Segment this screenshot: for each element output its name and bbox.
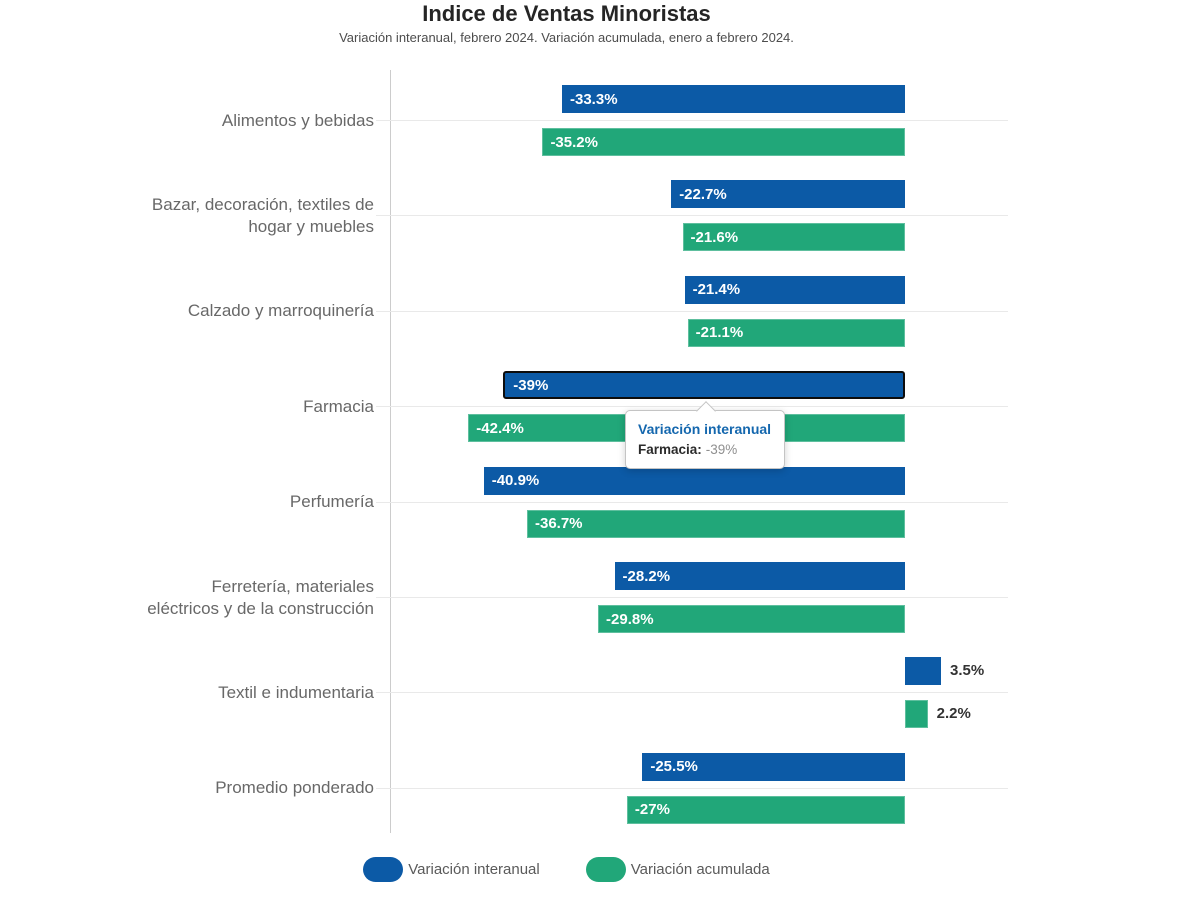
bar-variacion-acumulada[interactable] xyxy=(627,796,905,824)
category-label xyxy=(54,777,374,799)
category-label-line: Ferretería, materiales xyxy=(211,576,374,596)
category-label-line: Calzado y marroquinería xyxy=(187,301,374,321)
category-label xyxy=(54,576,374,620)
bar-variacion-interanual[interactable] xyxy=(671,180,905,208)
category-label-line: Textil e indumentaria xyxy=(218,682,374,702)
chart-subtitle: Variación interanual, febrero 2024. Variación acumulada, enero a febrero 2024. xyxy=(339,30,794,45)
bar-value-label: -29.8% xyxy=(606,610,654,628)
legend xyxy=(0,854,1133,884)
bar-value-label: -22.7% xyxy=(679,185,727,203)
bar-value-label: -21.1% xyxy=(695,324,744,342)
legend-label: Variación interanual xyxy=(408,860,540,878)
legend-item-variacion-interanual[interactable] xyxy=(363,857,539,882)
bar-value-label: -35.2% xyxy=(550,133,598,151)
bar-value-label: -28.2% xyxy=(622,567,671,585)
bar-value-label: -21.6% xyxy=(690,228,739,246)
bar-variacion-interanual[interactable] xyxy=(642,753,905,781)
tooltip xyxy=(625,410,785,469)
category-label-line: Alimentos y bebidas xyxy=(221,110,374,130)
category-label xyxy=(54,194,374,238)
grid-line xyxy=(376,502,1008,503)
tooltip-value-row xyxy=(638,441,772,459)
bar-value-label: 3.5% xyxy=(950,662,985,680)
grid-line xyxy=(376,692,1008,693)
legend-item-variacion-acumulada[interactable] xyxy=(586,857,770,882)
grid-line xyxy=(376,215,1008,216)
bar-variacion-interanual[interactable] xyxy=(562,85,905,113)
bar-value-label: -39% xyxy=(513,376,549,394)
category-label-line: Bazar, decoración, textiles de xyxy=(151,194,374,214)
legend-swatch-interanual-icon xyxy=(363,857,403,882)
tooltip-category: Farmacia: xyxy=(638,442,702,457)
bar-variacion-interanual[interactable] xyxy=(615,562,905,590)
bar-variacion-interanual[interactable] xyxy=(685,276,905,304)
chart-title: Indice de Ventas Minoristas xyxy=(422,1,711,26)
grid-line xyxy=(376,311,1008,312)
bar-variacion-interanual[interactable] xyxy=(905,657,941,685)
bar-variacion-acumulada[interactable] xyxy=(527,510,905,538)
legend-label: Variación acumulada xyxy=(630,860,770,878)
category-label xyxy=(54,682,374,704)
grid-line xyxy=(376,120,1008,121)
bar-variacion-acumulada[interactable] xyxy=(905,700,928,728)
category-label xyxy=(54,396,374,418)
grid-line xyxy=(376,597,1008,598)
tooltip-series-name: Variación interanual xyxy=(638,421,772,437)
bar-value-label: -36.7% xyxy=(534,515,583,533)
category-label-line: eléctricos y de la construcción xyxy=(147,598,374,618)
bar-value-label: -27% xyxy=(634,801,670,819)
bar-variacion-interanual[interactable] xyxy=(484,467,905,495)
category-label-line: Farmacia xyxy=(303,396,374,416)
grid-line xyxy=(376,788,1008,789)
category-label xyxy=(54,491,374,513)
y-axis-line xyxy=(390,70,391,833)
bar-variacion-acumulada[interactable] xyxy=(598,605,905,633)
category-label-line: Promedio ponderado xyxy=(215,778,374,798)
bar-variacion-acumulada[interactable] xyxy=(688,319,905,347)
bar-value-label: -33.3% xyxy=(570,90,618,108)
bar-value-label: -25.5% xyxy=(650,758,698,776)
bar-value-label: 2.2% xyxy=(936,705,971,723)
bar-value-label: -21.4% xyxy=(692,281,741,299)
bar-value-label: -40.9% xyxy=(491,472,540,490)
grid-line xyxy=(376,406,1008,407)
tooltip-value: -39% xyxy=(705,442,738,457)
category-label-line: hogar y muebles xyxy=(248,216,374,236)
bar-variacion-acumulada[interactable] xyxy=(542,128,905,156)
category-label-line: Perfumería xyxy=(289,492,374,512)
category-label xyxy=(54,110,374,132)
bar-variacion-acumulada[interactable] xyxy=(683,223,905,251)
bar-variacion-interanual[interactable] xyxy=(503,371,905,399)
legend-swatch-acumulada-icon xyxy=(586,857,626,882)
bar-value-label: -42.4% xyxy=(476,419,524,437)
category-label xyxy=(54,300,374,322)
